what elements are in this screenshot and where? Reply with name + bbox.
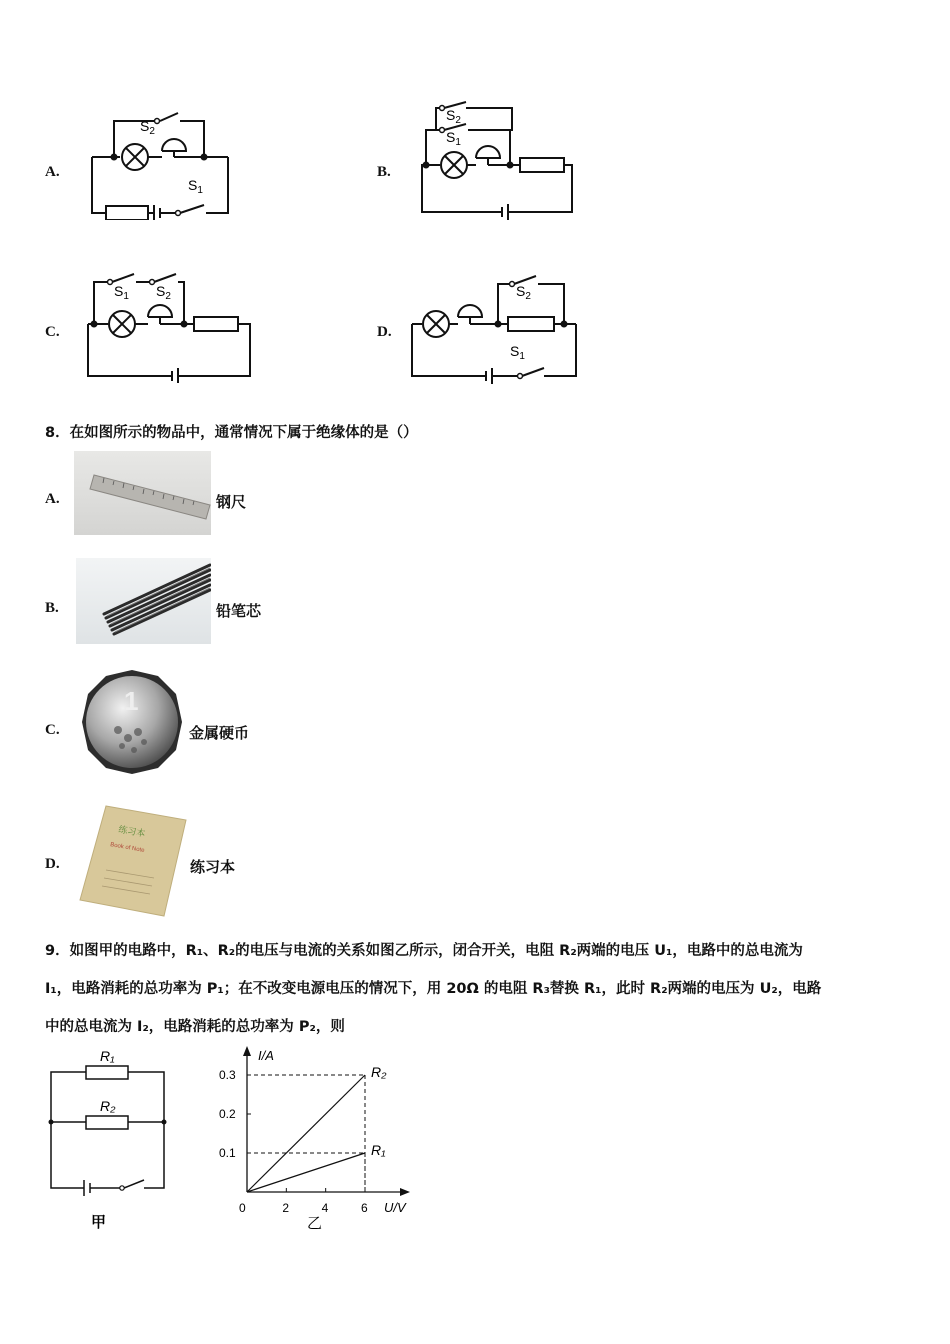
option-c-letter: C. xyxy=(45,324,60,340)
svg-text:S2: $S_2$ xyxy=(156,283,171,302)
question-8-stem: 8．在如图所示的物品中，通常情况下属于绝缘体的是（） xyxy=(45,425,418,441)
metal-coin-label: 金属硬币 xyxy=(189,724,250,742)
svg-text:S1: $S_1$ xyxy=(188,177,203,196)
svg-text:S1: $S_1$ xyxy=(510,343,525,362)
svg-text:S1: $S_1$ xyxy=(446,129,461,148)
q8-option-a-letter: A. xyxy=(45,491,60,507)
circuit-a xyxy=(80,105,240,220)
figure-yi-chart xyxy=(210,1046,420,1236)
x-tick-label: 6 xyxy=(361,1201,368,1215)
exercise-book-label: 练习本 xyxy=(190,858,236,876)
figure-jia-circuit xyxy=(40,1046,180,1236)
series-line-r1 xyxy=(247,1153,365,1192)
svg-text:Book of Note: Book of Note xyxy=(109,842,145,854)
series-line-r2 xyxy=(247,1075,365,1192)
pencil-lead-label: 铅笔芯 xyxy=(216,602,262,620)
y-tick-label: 0.3 xyxy=(219,1068,236,1082)
option-a-letter: A. xyxy=(45,164,60,180)
resistor-r2-icon xyxy=(86,1116,128,1129)
series-label-r1: R₁ xyxy=(371,1142,386,1158)
option-b-letter: B. xyxy=(377,164,391,180)
circuit-b xyxy=(412,100,582,220)
figure-yi-caption: 乙 xyxy=(307,1215,323,1232)
r1-label: R₁ xyxy=(100,1048,115,1064)
steel-ruler-label: 钢尺 xyxy=(216,493,247,511)
bell-icon xyxy=(458,305,482,317)
q8-option-d-letter: D. xyxy=(45,856,60,872)
option-d-letter: D. xyxy=(377,324,392,340)
r2-label: R₂ xyxy=(100,1098,116,1114)
svg-text:练习本: 练习本 xyxy=(117,824,146,839)
bell-icon xyxy=(148,305,172,317)
metal-coin-photo xyxy=(78,668,186,776)
bell-icon xyxy=(476,146,500,158)
y-axis-label: I/A xyxy=(258,1048,274,1063)
bell-icon xyxy=(162,139,186,151)
circuit-c xyxy=(80,268,260,383)
y-tick-label: 0.1 xyxy=(219,1146,236,1160)
origin-tick-label: 0 xyxy=(239,1201,246,1215)
q8-option-c-letter: C. xyxy=(45,722,60,738)
steel-ruler-photo xyxy=(74,451,211,535)
y-tick-label: 0.2 xyxy=(219,1107,236,1121)
question-9-line-3: 中的总电流为 I₂，电路消耗的总功率为 P₂，则 xyxy=(45,1019,345,1035)
question-9-line-2: I₁，电路消耗的总功率为 P₁；在不改变电源电压的情况下，用 20Ω 的电阻 R₃替换 R₁，此时 R₂两端的电压为 U₂，电路 xyxy=(45,981,822,997)
resistor-icon xyxy=(508,317,554,331)
svg-text:S2: $S_2$ xyxy=(140,118,155,137)
circuit-d xyxy=(408,268,588,388)
exercise-book-photo xyxy=(76,802,188,920)
resistor-icon xyxy=(194,317,238,331)
series-label-r2: R₂ xyxy=(371,1064,387,1080)
resistor-icon xyxy=(106,206,148,220)
x-tick-label: 2 xyxy=(282,1201,290,1215)
q8-option-b-letter: B. xyxy=(45,600,59,616)
resistor-icon xyxy=(520,158,564,172)
svg-text:S2: $S_2$ xyxy=(446,107,461,126)
x-axis-arrow xyxy=(400,1188,410,1196)
svg-text:S2: $S_2$ xyxy=(516,283,531,302)
x-tick-label: 4 xyxy=(321,1201,329,1215)
pencil-lead-photo xyxy=(76,558,211,644)
svg-text:1: 1 xyxy=(124,686,139,716)
question-9-line-1: 9．如图甲的电路中，R₁、R₂的电压与电流的关系如图乙所示，闭合开关，电阻 R₂两端的电压 U₁，电路中的总电流为 xyxy=(45,943,803,959)
y-axis-arrow xyxy=(243,1046,251,1056)
resistor-r1-icon xyxy=(86,1066,128,1079)
svg-text:S1: $S_1$ xyxy=(114,283,129,302)
x-axis-label: U/V xyxy=(384,1200,406,1215)
figure-jia-caption: 甲 xyxy=(91,1214,107,1231)
